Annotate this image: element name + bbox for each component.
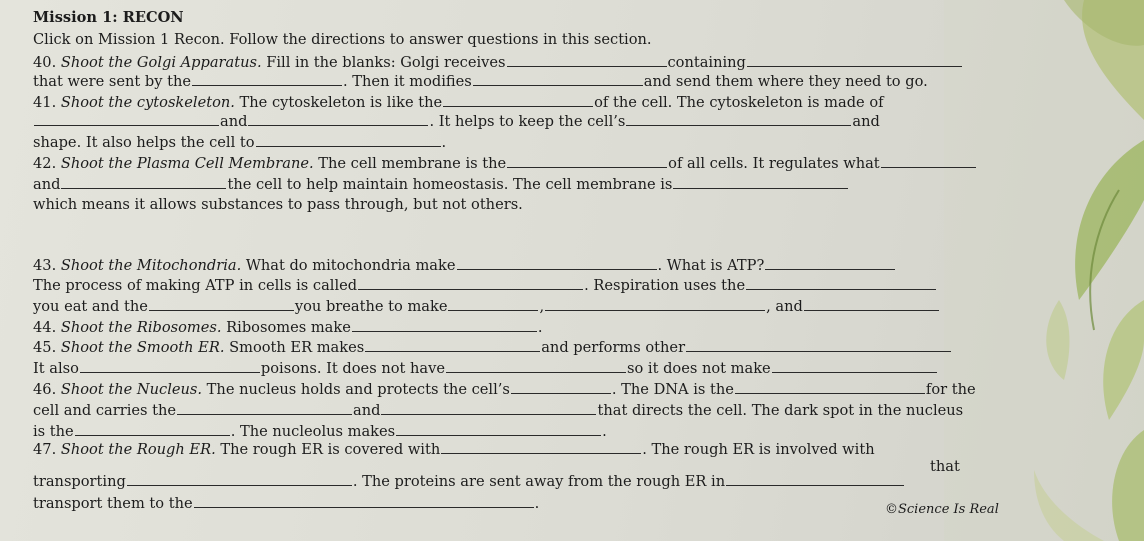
q45-text: poisons. It does not have — [260, 360, 445, 377]
question-46-line-2 — [33, 401, 963, 420]
q45-text: Smooth ER makes — [224, 339, 365, 356]
q46-heading: Shoot the Nucleus. — [60, 381, 203, 398]
answer-blank[interactable] — [75, 422, 230, 436]
answer-blank[interactable] — [358, 276, 583, 290]
answer-blank[interactable] — [726, 472, 904, 486]
q46-text: cell and carries the — [33, 402, 177, 419]
q43-text: , — [539, 298, 545, 315]
question-43-line-3 — [33, 297, 940, 316]
question-46-line-3 — [33, 422, 607, 441]
q42-heading: Shoot the Plasma Cell Membrane. — [60, 155, 314, 172]
q46-text: that directs the cell. The dark spot in the nucleus — [597, 402, 964, 419]
answer-blank[interactable] — [448, 297, 538, 311]
q41-text: and — [852, 113, 880, 130]
q47-number: 47. — [33, 441, 61, 458]
answer-blank[interactable] — [443, 93, 593, 107]
q40-number: 40. — [33, 54, 61, 71]
answer-blank[interactable] — [352, 318, 537, 332]
question-47-that: that — [930, 458, 960, 475]
q45-number: 45. — [33, 339, 61, 356]
q43-text: The process of making ATP in cells is called — [33, 277, 358, 294]
instructions: Click on Mission 1 Recon. Follow the directions to answer questions in this section. — [33, 31, 652, 48]
q44-text: Ribosomes make — [221, 319, 351, 336]
question-41-line-2 — [33, 112, 880, 131]
answer-blank[interactable] — [446, 359, 626, 373]
q42-text: the cell to help maintain homeostasis. The cell membrane is — [227, 176, 673, 193]
q41-text: of the cell. The cytoskeleton is made of — [594, 94, 884, 111]
q41-text: The cytoskeleton is like the — [234, 94, 443, 111]
q46-text: . The nucleolus makes — [230, 423, 396, 440]
q41-text: shape. It also helps the cell to — [33, 134, 255, 151]
q46-text: and — [353, 402, 381, 419]
q41-text: . — [441, 134, 447, 151]
question-43-line-1 — [33, 256, 896, 275]
q42-text: of all cells. It regulates what — [668, 155, 880, 172]
answer-blank[interactable] — [626, 112, 851, 126]
q40-text: containing — [667, 54, 746, 71]
leaf-border-decoration — [944, 0, 1144, 541]
q47-text: The rough ER is covered with — [215, 441, 441, 458]
q43-text: , and — [766, 298, 803, 315]
q46-text: The nucleus holds and protects the cell’s — [202, 381, 510, 398]
q47-text: transport them to the — [33, 495, 193, 512]
q42-text: The cell membrane is the — [313, 155, 507, 172]
q46-text: . The DNA is the — [611, 381, 734, 398]
question-45-line-1 — [33, 338, 952, 357]
copyright-credit: ©Science Is Real — [885, 502, 999, 517]
q40-text: that were sent by the — [33, 73, 192, 90]
q43-number: 43. — [33, 257, 61, 274]
q44-heading: Shoot the Ribosomes. — [60, 319, 222, 336]
answer-blank[interactable] — [507, 154, 667, 168]
q47-text: . The proteins are sent away from the rough ER in — [352, 473, 726, 490]
answer-blank[interactable] — [256, 133, 441, 147]
answer-blank[interactable] — [473, 72, 643, 86]
q44-number: 44. — [33, 319, 61, 336]
q43-text: . What is ATP? — [657, 257, 765, 274]
q45-heading: Shoot the Smooth ER. — [60, 339, 225, 356]
question-47-line-2 — [33, 472, 905, 491]
q47-text: transporting — [33, 473, 126, 490]
q43-text: . Respiration uses the — [584, 277, 746, 294]
question-47-line-3 — [33, 494, 539, 513]
answer-blank[interactable] — [194, 494, 534, 508]
mission-title: Mission 1: RECON — [33, 9, 184, 26]
answer-blank[interactable] — [747, 53, 962, 67]
question-40-line-1 — [33, 53, 963, 72]
q40-text: Fill in the blanks: Golgi receives — [261, 54, 506, 71]
answer-blank[interactable] — [507, 53, 667, 67]
answer-blank[interactable] — [61, 175, 226, 189]
answer-blank[interactable] — [746, 276, 936, 290]
answer-blank[interactable] — [127, 472, 352, 486]
question-41-line-1 — [33, 93, 884, 112]
question-43-line-2 — [33, 276, 937, 295]
answer-blank[interactable] — [765, 256, 895, 270]
q46-text: is the — [33, 423, 74, 440]
q41-text: and — [220, 113, 248, 130]
answer-blank[interactable] — [735, 380, 925, 394]
q47-heading: Shoot the Rough ER. — [60, 441, 216, 458]
answer-blank[interactable] — [673, 175, 848, 189]
q40-text: and send them where they need to go. — [643, 73, 928, 90]
q47-text: . The rough ER is involved with — [642, 441, 875, 458]
answer-blank[interactable] — [441, 440, 641, 454]
answer-blank[interactable] — [177, 401, 352, 415]
q43-heading: Shoot the Mitochondria. — [60, 257, 242, 274]
answer-blank[interactable] — [686, 338, 951, 352]
q45-text: so it does not make — [627, 360, 771, 377]
q41-number: 41. — [33, 94, 61, 111]
answer-blank[interactable] — [248, 112, 428, 126]
question-47-line-1 — [33, 440, 875, 459]
q41-heading: Shoot the cytoskeleton. — [60, 94, 235, 111]
question-42-line-2 — [33, 175, 849, 194]
q47-text: . — [534, 495, 540, 512]
answer-blank[interactable] — [381, 401, 596, 415]
q46-text: for the — [925, 381, 976, 398]
q44-text: . — [537, 319, 543, 336]
answer-blank[interactable] — [365, 338, 540, 352]
q40-text: . Then it modifies — [343, 73, 472, 90]
question-42-line-3: which means it allows substances to pass through, but not others. — [33, 196, 523, 213]
answer-blank[interactable] — [545, 297, 765, 311]
q42-text: and — [33, 176, 61, 193]
q45-text: and performs other — [541, 339, 686, 356]
answer-blank[interactable] — [396, 422, 601, 436]
q42-number: 42. — [33, 155, 61, 172]
answer-blank[interactable] — [881, 154, 976, 168]
q43-text: you eat and the — [33, 298, 148, 315]
question-42-line-1 — [33, 154, 977, 173]
answer-blank[interactable] — [80, 359, 260, 373]
q43-text: you breathe to make — [294, 298, 448, 315]
q45-text: It also — [33, 360, 79, 377]
answer-blank[interactable] — [772, 359, 937, 373]
q40-heading: Shoot the Golgi Apparatus. — [60, 54, 262, 71]
answer-blank[interactable] — [804, 297, 939, 311]
q41-text: . It helps to keep the cell’s — [429, 113, 626, 130]
answer-blank[interactable] — [457, 256, 657, 270]
question-44 — [33, 318, 543, 337]
q46-number: 46. — [33, 381, 61, 398]
answer-blank[interactable] — [149, 297, 294, 311]
answer-blank[interactable] — [511, 380, 611, 394]
answer-blank[interactable] — [192, 72, 342, 86]
question-45-line-2 — [33, 359, 938, 378]
q46-text: . — [602, 423, 607, 440]
answer-blank[interactable] — [34, 112, 219, 126]
question-40-line-2 — [33, 72, 928, 91]
question-41-line-3 — [33, 133, 446, 152]
q43-text: What do mitochondria make — [241, 257, 456, 274]
question-46-line-1 — [33, 380, 976, 399]
